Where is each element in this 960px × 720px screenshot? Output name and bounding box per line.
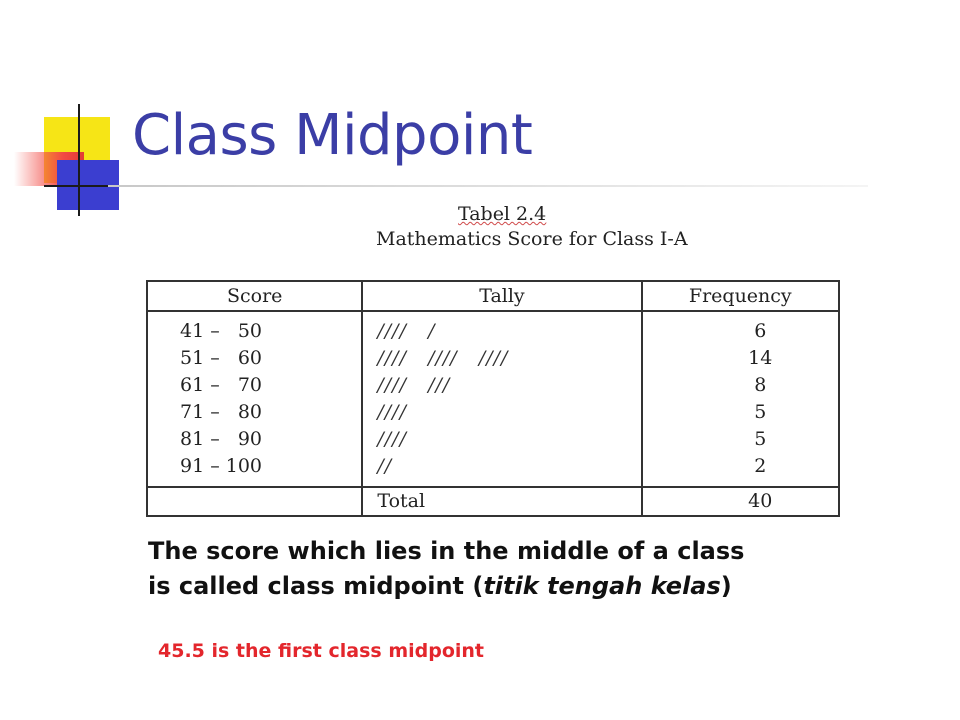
tally-cell: //// / — [377, 320, 436, 342]
decor-horizontal-line — [44, 185, 116, 187]
explanation-suffix: ) — [720, 572, 732, 600]
score-cell: 91 – 100 — [180, 455, 263, 477]
table-body-row — [147, 311, 839, 487]
score-cell: 71 – 80 — [180, 401, 263, 423]
explanation-text — [148, 534, 908, 604]
frequency-cell: 8 — [754, 374, 767, 396]
total-label: Total — [362, 487, 641, 516]
slide-title: Class Midpoint — [132, 103, 533, 168]
score-cell: 51 – 60 — [180, 347, 263, 369]
score-cell: 41 – 50 — [180, 320, 263, 342]
table-caption-number: Tabel 2.4 — [458, 203, 547, 225]
tally-column — [362, 311, 641, 487]
frequency-table — [146, 280, 840, 517]
table-header-row — [147, 281, 839, 311]
tally-cell: //// /// — [377, 374, 451, 396]
frequency-cell: 2 — [754, 455, 767, 477]
explanation-italic-term: titik tengah kelas — [483, 572, 721, 600]
table-caption — [146, 202, 840, 252]
explanation-prefix: is called class midpoint ( — [148, 572, 484, 600]
tally-cell: //// — [377, 401, 407, 423]
frequency-cell: 6 — [754, 320, 767, 342]
total-empty-cell — [147, 487, 362, 516]
frequency-cell: 5 — [754, 428, 767, 450]
explanation-line-2 — [148, 569, 908, 604]
title-underline-rule — [108, 185, 868, 187]
frequency-column — [642, 311, 839, 487]
header-frequency: Frequency — [642, 281, 839, 311]
score-cell: 81 – 90 — [180, 428, 263, 450]
tally-cell: //// //// //// — [377, 347, 509, 369]
score-column — [147, 311, 362, 487]
total-value: 40 — [642, 487, 839, 516]
frequency-cell: 5 — [754, 401, 767, 423]
explanation-line-1: The score which lies in the middle of a class — [148, 537, 745, 565]
tally-cell: // — [377, 455, 393, 477]
score-cell: 61 – 70 — [180, 374, 263, 396]
table-caption-title: Mathematics Score for Class I-A — [376, 228, 688, 250]
header-tally: Tally — [362, 281, 641, 311]
tally-cell: //// — [377, 428, 407, 450]
midpoint-note: 45.5 is the first class midpoint — [158, 640, 485, 662]
table-total-row — [147, 487, 839, 516]
decor-vertical-line — [78, 104, 80, 216]
frequency-cell: 14 — [748, 347, 773, 369]
header-score: Score — [147, 281, 362, 311]
